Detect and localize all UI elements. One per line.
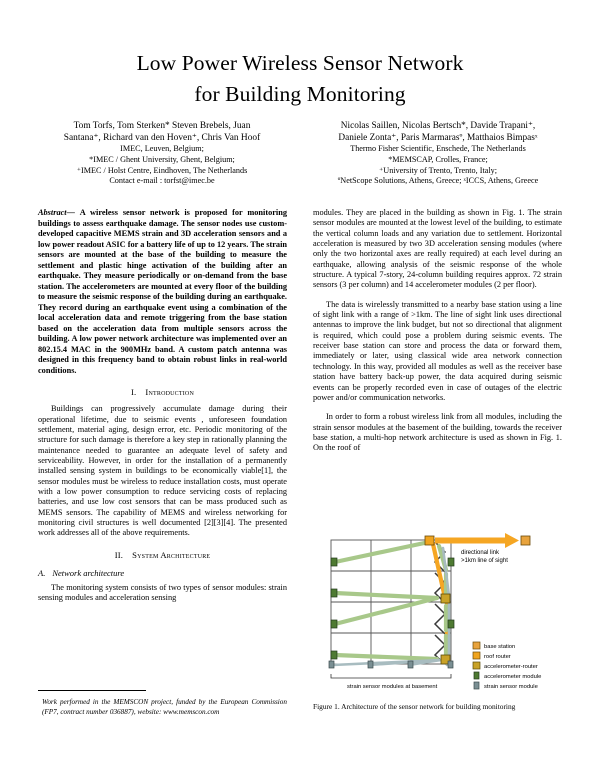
section-label-1: Introduction: [145, 387, 194, 397]
affiliation-right-4: ºNetScope Solutions, Athens, Greece; ˣICCS, Athens, Greece: [337, 176, 539, 186]
annotation-directional-link: directional link: [461, 550, 500, 556]
legend-item-accelerometer-router: [473, 662, 538, 670]
paragraph-netarch-1: The monitoring system consists of two types of sensor modules: strain sensing modules and acceleration sensing: [38, 582, 287, 602]
subsection-heading-network-architecture: [38, 568, 287, 578]
svg-text:roof router: roof router: [484, 654, 511, 660]
section-heading-introduction: [38, 387, 287, 397]
affiliation-right-2: *MEMSCAP, Crolles, France;: [388, 155, 488, 164]
svg-text:strain sensor module: strain sensor module: [484, 684, 538, 690]
basement-brace: [331, 674, 451, 678]
section-heading-system-architecture: [38, 550, 287, 560]
svg-text:accelerometer-router: accelerometer-router: [484, 664, 538, 670]
affiliation-right-3: ⁺University of Trento, Trento, Italy;: [378, 165, 498, 175]
figure-1: [313, 518, 565, 718]
directional-link-arrow: [435, 533, 519, 548]
legend-item-base-station: [473, 642, 515, 650]
author-block: [36, 120, 564, 187]
roof-router-node: [425, 536, 434, 545]
affiliation-left-3: ⁺IMEC / Holst Centre, Eindhoven, The Netherlands: [76, 165, 248, 175]
section-label-2: System Architecture: [132, 549, 211, 560]
svg-text:accelerometer module: accelerometer module: [484, 674, 542, 680]
footnote-text: Work performed in the MEMSCON project, funded by the European Commission (FP7, contract number 036887), website: www.memscon.com: [42, 698, 287, 717]
figure-legend: [473, 642, 541, 690]
paragraph-intro-1: Buildings can progressively accumulate damage during their operational lifetime, due to seismic events , unforeseen foundation settlement, material aging, design error, etc. Periodic monitoring of the structure for such damage is therefore a key step in rationally planning the maintenance needed to guarantee an adequate level of safety and serviceability. However, in order for the installation of a permanently installed sensing system in buildings to be economically viable[1], the sensor modules must be wireless to reduce installation costs, must operate with a low power consumption to reduce servicing costs of replacing batteries, and use low cost sensors that can be mass produced such as MEMS sensors. The capability of MEMS and wireless networking for monitoring civil structures is well documented [2][3][4]. The presented work addresses all of the above requirements.: [38, 404, 287, 538]
paragraph-right-2: The data is wirelessly transmitted to a nearby base station using a line of sight link with a range of >1km. The line of sight link uses directional antennas to improve the link budget, but not so directional that alignment is required, which could pose a problem during seismic events. The receiver base station can store and process the data or forward them, immediately or later, using classical wide area network connection technology. In this way, provided all modules as well as the receiver base station have battery back-up power, the data acquired during seismic events can be properly recorded even in case of outages of the electric power and/or communication networks.: [313, 299, 562, 402]
section-number-1: I.: [130, 387, 137, 397]
building-network-diagram: [313, 518, 565, 708]
legend-item-roof-router: [473, 652, 511, 660]
author-names-right-1: Nicolas Saillen, Nicolas Bertsch*, Davide Trapani⁺,: [340, 121, 536, 131]
footnote-divider: [38, 690, 146, 691]
author-group-right: [312, 120, 564, 187]
paragraph-spacer-1: [313, 291, 562, 300]
base-station-node: [521, 536, 530, 545]
basement-label: strain sensor modules at basement: [347, 684, 438, 690]
section-number-2: II.: [114, 549, 124, 560]
legend-item-accelerometer-module: [474, 672, 541, 680]
abstract-text: A wireless sensor network is proposed for monitoring buildings to assess earthquake damage. The sensor nodes use custom-developed capacitive MEMS strain and 3D acceleration sensors and a low power readout ASIC for a battery life of up to 12 years. The strain sensors are mounted at the base of the building to measure the settlement and plastic hinge activation of the building after an earthquake. They measure periodically or on-demand from the base station. The accelerometers are mounted at every floor of the building to measure the seismic response of the building during an earthquake. They record during an earthquake event using a combination of the local acceleration data and remote triggering from the base station based on the acceleration data from multiple sensors across the building. A low power network architecture was implemented over an 802.15.4 MAC in the 900MHz band. A custom patch antenna was designed in this frequency band to obtain robust links in real-world conditions.: [38, 208, 288, 375]
subsection-label-a: Network architecture: [52, 568, 125, 579]
title-line-1: Low Power Wireless Sensor Network: [136, 51, 464, 75]
paragraph-spacer-2: [313, 403, 562, 412]
affiliation-left-1: IMEC, Leuven, Belgium;: [120, 144, 204, 154]
legend-item-strain-sensor-module: [474, 682, 538, 690]
affiliation-right-1: Thermo Fisher Scientific, Enschede, The Netherlands: [350, 144, 526, 154]
title-line-2: for Building Monitoring: [194, 82, 406, 106]
paragraph-right-1: modules. They are placed in the building as shown in Fig. 1. The strain sensor modules are mounted at the lowest level of the building, to estimate the vertical column loads and any variation due to settlement. Horizontal acceleration is measured by two 3D acceleration sensing modules (where only the two horizontal axes are really required) at each level during an earthquake, allowing analysis of the seismic response of the whole structure. A typical 7-story, 24-column building requires approx. 72 strain sensors (3 per column) and 14 accelerometer modules (2 per floor).: [313, 208, 562, 290]
author-names-left-1: Tom Torfs, Tom Sterken* Steven Brebels, Juan: [73, 121, 251, 131]
subsection-letter-a: A.: [38, 568, 46, 579]
green-acceleration-links: [335, 542, 446, 659]
grey-strain-links: [333, 548, 449, 665]
author-names-right-2: Daniele Zonta⁺, Paris Marmarasº, Matthaios Bimpasˣ: [338, 133, 538, 144]
figure-caption: Figure 1. Architecture of the sensor network for building monitoring: [313, 702, 516, 711]
paragraph-right-3: In order to form a robust wireless link from all modules, including the strain sensor modules at the basement of the building, towards the receiver base station, a multi-hop network architecture is used as shown in Fig. 1. On the roof of: [313, 412, 562, 453]
page-title: [50, 48, 550, 110]
annotation-line-of-sight: >1km line of sight: [461, 558, 508, 564]
abstract-paragraph: [38, 208, 287, 376]
column-left: [38, 208, 287, 603]
author-names-left-2: Santana⁺, Richard van den Hoven⁺, Chris Van Hoof: [63, 133, 261, 144]
svg-text:base station: base station: [484, 644, 516, 650]
column-right: [313, 208, 562, 454]
contact-email[interactable]: Contact e-mail : torfst@imec.be: [109, 176, 215, 186]
author-group-left: [36, 120, 288, 187]
abstract-heading: Abstract—: [38, 208, 80, 217]
affiliation-left-2: *IMEC / Ghent University, Ghent, Belgium;: [89, 155, 235, 164]
